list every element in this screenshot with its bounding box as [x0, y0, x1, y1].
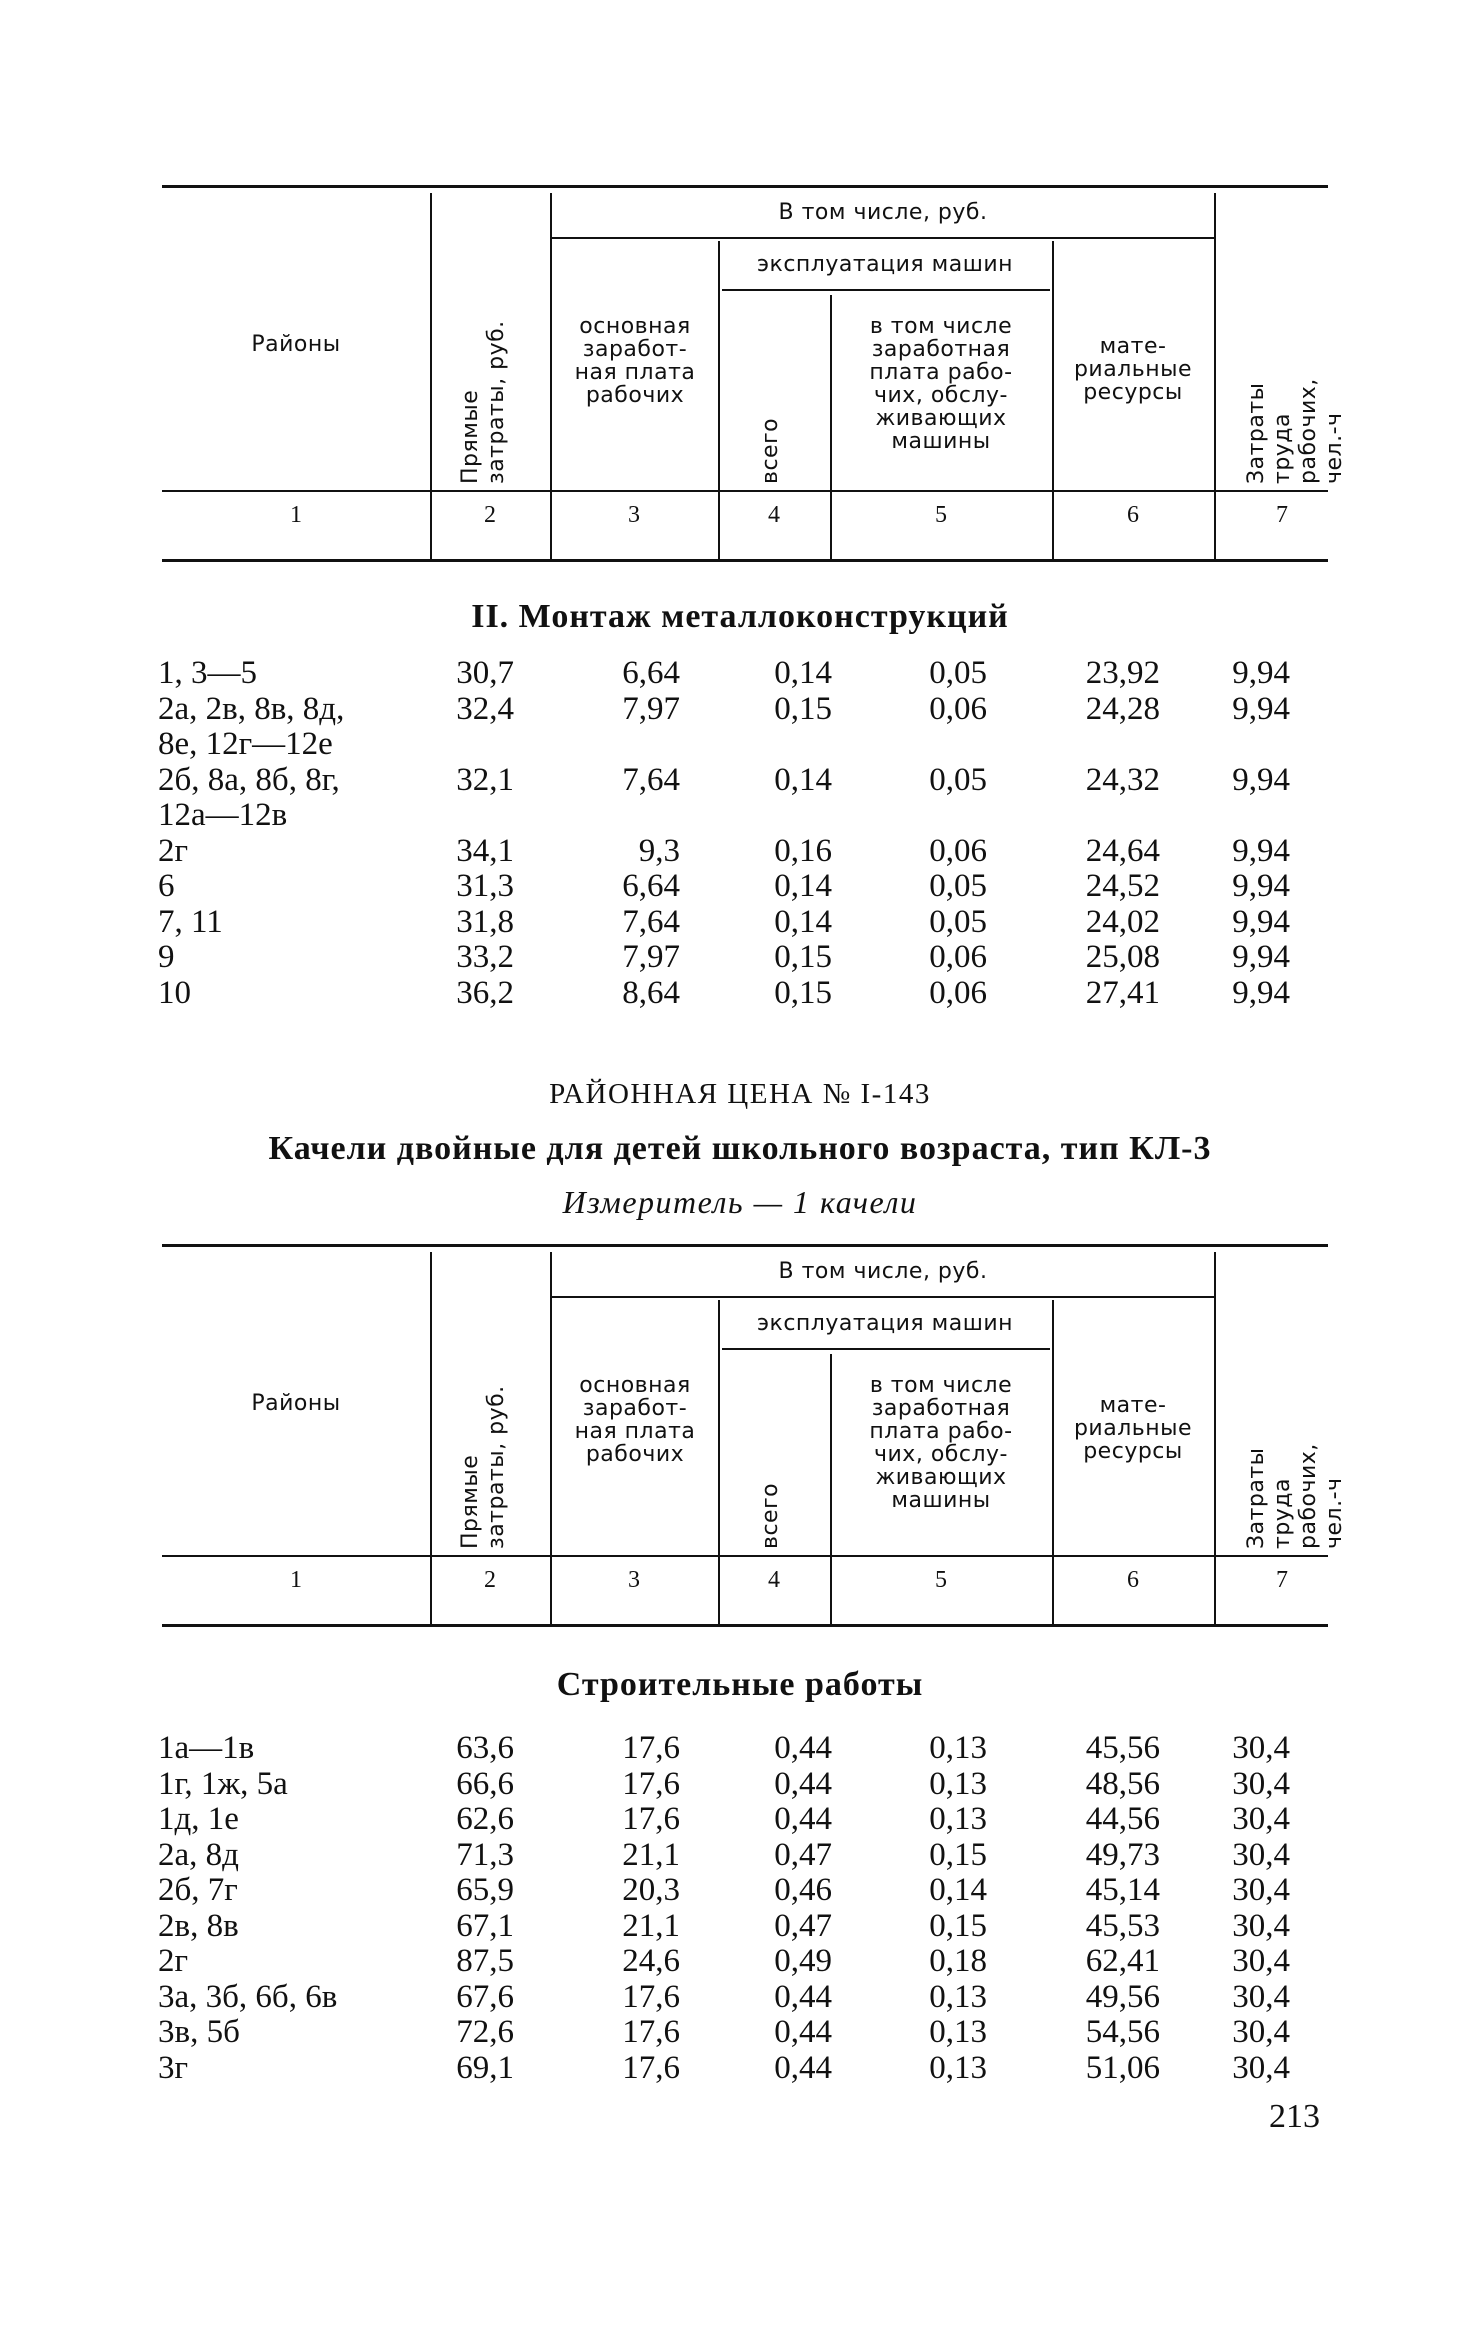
header-machines: эксплуатация машин: [756, 252, 1014, 277]
value-cell: 30,4: [1232, 2014, 1290, 2050]
value-cell: 24,6: [622, 1943, 680, 1979]
value-cell: 66,6: [456, 1765, 514, 1802]
region-cell: 2б, 7г: [158, 1872, 238, 1908]
value-cell: 7,97: [622, 690, 680, 727]
value-cell: 30,4: [1232, 1765, 1290, 1802]
column-divider: [430, 1252, 432, 1624]
column-number: 7: [1276, 1567, 1288, 1593]
region-cell: 12а—12в: [158, 797, 288, 833]
value-cell: 7,97: [622, 939, 680, 975]
table-row: [0, 1766, 1480, 1802]
table-row: [0, 1837, 1480, 1873]
column-number: 4: [768, 502, 780, 528]
value-cell: 0,15: [929, 1836, 987, 1873]
header-body-rule: [162, 1555, 1328, 1557]
column-divider: [430, 193, 432, 559]
table-row: [0, 1730, 1480, 1766]
table-row: [0, 1908, 1480, 1944]
value-cell: 69,1: [456, 2049, 514, 2086]
value-cell: 9,94: [1232, 974, 1290, 1011]
region-cell: 10: [158, 974, 191, 1011]
value-cell: 7,64: [622, 761, 680, 798]
value-cell: 9,3: [638, 832, 680, 869]
region-cell: 2а, 8д: [158, 1836, 239, 1873]
value-cell: 0,44: [774, 1730, 832, 1766]
header-labor: Затраты труда рабочих, чел.-ч: [1244, 378, 1347, 484]
value-cell: 0,13: [929, 2014, 987, 2050]
column-number: 4: [768, 1567, 780, 1593]
region-cell: 2а, 2в, 8в, 8д,: [158, 690, 345, 727]
column-number: 1: [290, 502, 302, 528]
column-number: 1: [290, 1567, 302, 1593]
value-cell: 9,94: [1232, 939, 1290, 975]
value-cell: 31,3: [456, 868, 514, 904]
value-cell: 45,56: [1085, 1730, 1160, 1766]
table-row: [0, 1943, 1480, 1979]
value-cell: 62,41: [1085, 1943, 1160, 1979]
value-cell: 17,6: [622, 2049, 680, 2086]
column-divider: [718, 1300, 720, 1624]
column-number: 7: [1276, 502, 1288, 528]
value-cell: 0,15: [774, 939, 832, 975]
value-cell: 24,02: [1085, 903, 1160, 940]
value-cell: 30,4: [1232, 1872, 1290, 1908]
header-materials: мате- риальные ресурсы: [1073, 334, 1193, 405]
group-rule-including: [552, 237, 1214, 239]
value-cell: 72,6: [456, 2014, 514, 2050]
value-cell: 0,13: [929, 1765, 987, 1802]
value-cell: 24,52: [1085, 868, 1160, 904]
value-cell: 9,94: [1232, 868, 1290, 904]
value-cell: 67,6: [456, 1978, 514, 2015]
column-number: 3: [628, 502, 640, 528]
value-cell: 62,6: [456, 1801, 514, 1837]
header-bottom-rule: [162, 559, 1328, 562]
value-cell: 0,46: [774, 1872, 832, 1908]
value-cell: 0,06: [929, 939, 987, 975]
measure-unit: Измеритель — 1 качели: [562, 1184, 918, 1220]
value-cell: 87,5: [456, 1943, 514, 1979]
region-cell: 7, 11: [158, 903, 223, 940]
value-cell: 0,06: [929, 690, 987, 727]
value-cell: 0,05: [929, 903, 987, 940]
value-cell: 0,49: [774, 1943, 832, 1979]
value-cell: 30,4: [1232, 1836, 1290, 1873]
value-cell: 30,4: [1232, 2049, 1290, 2086]
value-cell: 17,6: [622, 2014, 680, 2050]
region-cell: 2г: [158, 1943, 189, 1979]
header-wage: основная заработ- ная плата рабочих: [574, 314, 696, 408]
value-cell: 0,14: [774, 761, 832, 798]
header-regions: Районы: [251, 332, 341, 357]
header-body-rule: [162, 490, 1328, 492]
value-cell: 0,05: [929, 761, 987, 798]
header-labor: Затраты труда рабочих, чел.-ч: [1244, 1443, 1347, 1549]
value-cell: 0,44: [774, 1801, 832, 1837]
value-cell: 51,06: [1085, 2049, 1160, 2086]
group-rule-including: [552, 1296, 1214, 1298]
region-cell: 9: [158, 939, 175, 975]
table-row: [0, 726, 1480, 762]
column-number: 5: [935, 1567, 947, 1593]
table-row: [0, 762, 1480, 798]
value-cell: 0,14: [774, 655, 832, 691]
value-cell: 25,08: [1085, 939, 1160, 975]
value-cell: 0,44: [774, 2014, 832, 2050]
header-direct-costs: Прямые затраты, руб.: [458, 1385, 509, 1549]
region-cell: 6: [158, 868, 175, 904]
table-row: [0, 975, 1480, 1011]
header-machines: эксплуатация машин: [756, 1311, 1014, 1336]
value-cell: 54,56: [1085, 2014, 1160, 2050]
value-cell: 30,7: [456, 655, 514, 691]
value-cell: 0,15: [774, 974, 832, 1011]
table-header-2: [162, 1244, 1347, 1630]
header-total: всего: [758, 417, 783, 484]
header-machine-wage: в том числе заработная плата рабо- чих, обслу- живающих машины: [869, 1373, 1013, 1513]
value-cell: 0,13: [929, 1730, 987, 1766]
value-cell: 30,4: [1232, 1907, 1290, 1944]
column-number: 6: [1127, 502, 1139, 528]
value-cell: 67,1: [456, 1907, 514, 1944]
column-divider: [718, 241, 720, 559]
value-cell: 20,3: [622, 1872, 680, 1908]
value-cell: 24,28: [1085, 690, 1160, 727]
header-including: В том числе, руб.: [778, 200, 988, 225]
value-cell: 23,92: [1085, 655, 1160, 691]
header-total: всего: [758, 1482, 783, 1549]
table-header-1: [162, 185, 1347, 565]
value-cell: 0,14: [774, 868, 832, 904]
region-cell: 2б, 8а, 8б, 8г,: [158, 761, 340, 798]
header-top-rule: [162, 1244, 1328, 1247]
table-row: [0, 939, 1480, 975]
header-machine-wage: в том числе заработная плата рабо- чих, обслу- живающих машины: [869, 314, 1013, 454]
table-row: [0, 2014, 1480, 2050]
value-cell: 0,13: [929, 1978, 987, 2015]
value-cell: 6,64: [622, 655, 680, 691]
value-cell: 9,94: [1232, 761, 1290, 798]
value-cell: 17,6: [622, 1978, 680, 2015]
value-cell: 0,44: [774, 1765, 832, 1802]
section-title-assembly: II. Монтаж металлоконструкций: [471, 598, 1009, 635]
value-cell: 49,56: [1085, 1978, 1160, 2015]
table-row: [0, 904, 1480, 940]
value-cell: 33,2: [456, 939, 514, 975]
page-number: 213: [1269, 2098, 1320, 2135]
value-cell: 24,32: [1085, 761, 1160, 798]
value-cell: 30,4: [1232, 1801, 1290, 1837]
value-cell: 9,94: [1232, 655, 1290, 691]
value-cell: 0,06: [929, 832, 987, 869]
value-cell: 9,94: [1232, 690, 1290, 727]
price-label: РАЙОННАЯ ЦЕНА № I-143: [549, 1078, 931, 1110]
value-cell: 0,06: [929, 974, 987, 1011]
value-cell: 24,64: [1085, 832, 1160, 869]
value-cell: 27,41: [1085, 974, 1160, 1011]
table-row: [0, 1801, 1480, 1837]
value-cell: 63,6: [456, 1730, 514, 1766]
value-cell: 17,6: [622, 1801, 680, 1837]
table-row: [0, 691, 1480, 727]
value-cell: 32,1: [456, 761, 514, 798]
header-wage: основная заработ- ная плата рабочих: [574, 1373, 696, 1467]
header-direct-costs: Прямые затраты, руб.: [458, 320, 509, 484]
column-number: 5: [935, 502, 947, 528]
column-divider: [1214, 193, 1216, 559]
value-cell: 0,05: [929, 655, 987, 691]
value-cell: 48,56: [1085, 1765, 1160, 1802]
value-cell: 0,47: [774, 1907, 832, 1944]
value-cell: 9,94: [1232, 903, 1290, 940]
value-cell: 0,15: [774, 690, 832, 727]
region-cell: 3а, 3б, 6б, 6в: [158, 1978, 338, 2015]
table-row: [0, 797, 1480, 833]
value-cell: 71,3: [456, 1836, 514, 1873]
value-cell: 45,14: [1085, 1872, 1160, 1908]
region-cell: 2в, 8в: [158, 1907, 239, 1944]
value-cell: 0,14: [929, 1872, 987, 1908]
column-number: 6: [1127, 1567, 1139, 1593]
region-cell: 3в, 5б: [158, 2014, 240, 2050]
value-cell: 8,64: [622, 974, 680, 1011]
value-cell: 36,2: [456, 974, 514, 1011]
region-cell: 8е, 12г—12е: [158, 726, 333, 762]
value-cell: 0,14: [774, 903, 832, 940]
table-row: [0, 868, 1480, 904]
column-number: 2: [484, 502, 496, 528]
value-cell: 30,4: [1232, 1730, 1290, 1766]
header-top-rule: [162, 185, 1328, 188]
value-cell: 0,47: [774, 1836, 832, 1873]
group-rule-machines: [722, 1348, 1050, 1350]
value-cell: 32,4: [456, 690, 514, 727]
value-cell: 65,9: [456, 1872, 514, 1908]
value-cell: 0,13: [929, 1801, 987, 1837]
value-cell: 21,1: [622, 1836, 680, 1873]
value-cell: 30,4: [1232, 1943, 1290, 1979]
column-divider: [1214, 1252, 1216, 1624]
value-cell: 0,16: [774, 832, 832, 869]
region-cell: 1д, 1е: [158, 1801, 239, 1837]
item-title: Качели двойные для детей школьного возраста, тип КЛ-3: [268, 1130, 1212, 1167]
table-row: [0, 2050, 1480, 2086]
region-cell: 1, 3—5: [158, 655, 257, 691]
value-cell: 49,73: [1085, 1836, 1160, 1873]
value-cell: 0,44: [774, 1978, 832, 2015]
header-regions: Районы: [251, 1391, 341, 1416]
value-cell: 17,6: [622, 1730, 680, 1766]
value-cell: 0,15: [929, 1907, 987, 1944]
value-cell: 45,53: [1085, 1907, 1160, 1944]
region-cell: 1г, 1ж, 5а: [158, 1765, 288, 1802]
value-cell: 6,64: [622, 868, 680, 904]
value-cell: 30,4: [1232, 1978, 1290, 2015]
column-number: 3: [628, 1567, 640, 1593]
value-cell: 21,1: [622, 1907, 680, 1944]
value-cell: 31,8: [456, 903, 514, 940]
header-bottom-rule: [162, 1624, 1328, 1627]
value-cell: 0,18: [929, 1943, 987, 1979]
value-cell: 0,44: [774, 2049, 832, 2086]
header-including: В том числе, руб.: [778, 1259, 988, 1284]
table-row: [0, 655, 1480, 691]
value-cell: 9,94: [1232, 832, 1290, 869]
table-row: [0, 833, 1480, 869]
value-cell: 7,64: [622, 903, 680, 940]
region-cell: 1а—1в: [158, 1730, 255, 1766]
group-rule-machines: [722, 289, 1050, 291]
value-cell: 0,05: [929, 868, 987, 904]
region-cell: 2г: [158, 832, 189, 869]
table-row: [0, 1979, 1480, 2015]
column-number: 2: [484, 1567, 496, 1593]
value-cell: 0,13: [929, 2049, 987, 2086]
table-row: [0, 1872, 1480, 1908]
region-cell: 3г: [158, 2049, 189, 2086]
value-cell: 44,56: [1085, 1801, 1160, 1837]
header-materials: мате- риальные ресурсы: [1073, 1393, 1193, 1464]
value-cell: 17,6: [622, 1765, 680, 1802]
section-title-construction: Строительные работы: [556, 1666, 924, 1703]
value-cell: 34,1: [456, 832, 514, 869]
